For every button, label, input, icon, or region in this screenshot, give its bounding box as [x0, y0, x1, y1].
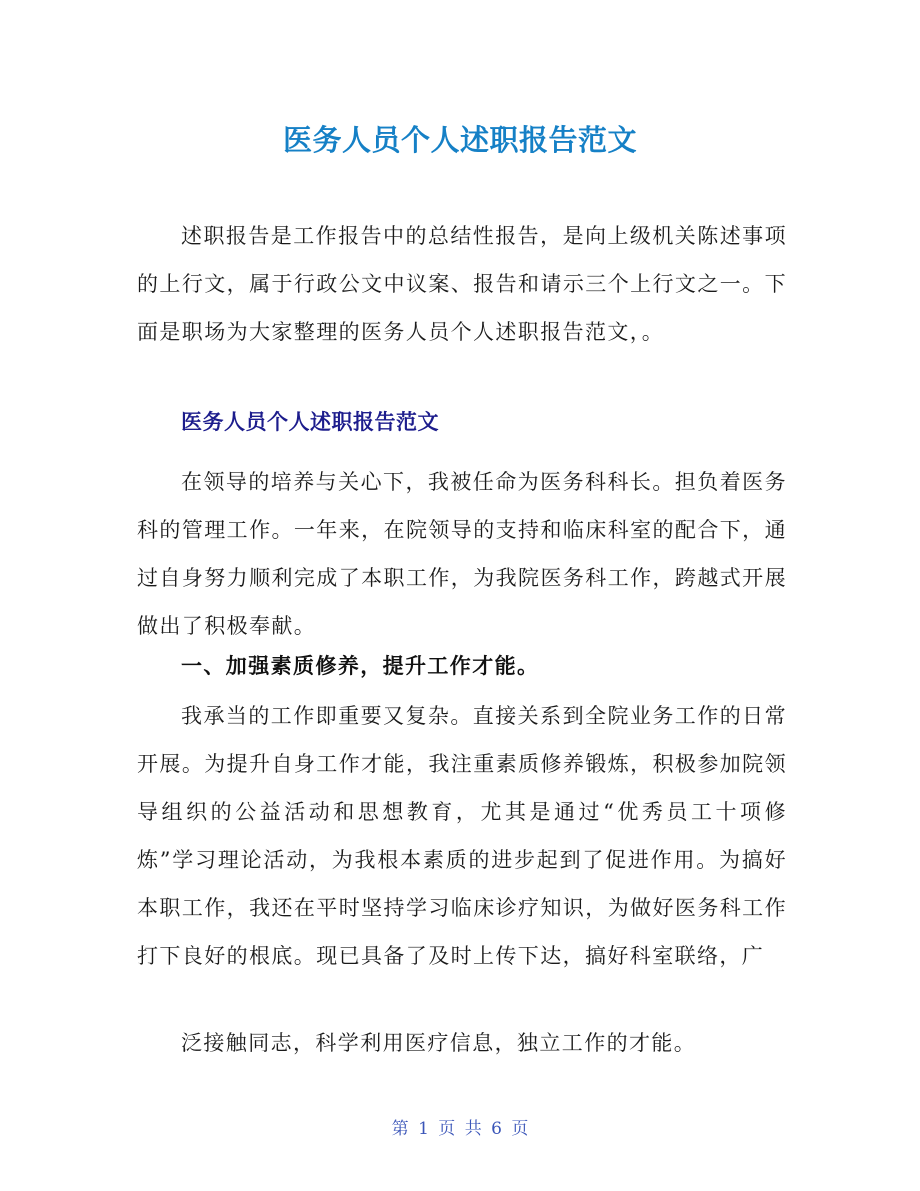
page-number-footer: 第 1 页 共 6 页	[391, 1119, 529, 1139]
document-title: 医务人员个人述职报告范文	[282, 123, 637, 157]
body-paragraph-2: 我承当的工作即重要又复杂。直接关系到全院业务工作的日常开展。为提升自身工作才能，我注重素质修养锻炼，积极参加院领导组织的公益活动和思想教育，尤其是通过“优秀员工十项修炼”学习理论活动，为我根本素质的进步起到了促进作用。为搞好本职工作，我还在平时坚持学习临床诊疗知识，为做好医务科工作打下良好的根底。现已具备了及时上传下达，搞好科室联络，广	[137, 704, 787, 968]
section-subtitle: 医务人员个人述职报告范文	[181, 410, 439, 434]
intro-paragraph: 述职报告是工作报告中的总结性报告，是向上级机关陈述事项的上行文，属于行政公文中议案、报告和请示三个上行文之一。下面是职场为大家整理的医务人员个人述职报告范文，。	[137, 224, 787, 344]
body-paragraph-1: 在领导的培养与关心下，我被任命为医务科科长。担负着医务科的管理工作。一年来，在院领导的支持和临床科室的配合下，通过自身努力顺利完成了本职工作，为我院医务科工作，跨越式开展做出了积极奉献。	[137, 470, 787, 638]
section-heading-1: 一、加强素质修养，提升工作才能。	[181, 654, 540, 678]
body-paragraph-3: 泛接触同志，科学利用医疗信息，独立工作的才能。	[181, 1031, 697, 1055]
